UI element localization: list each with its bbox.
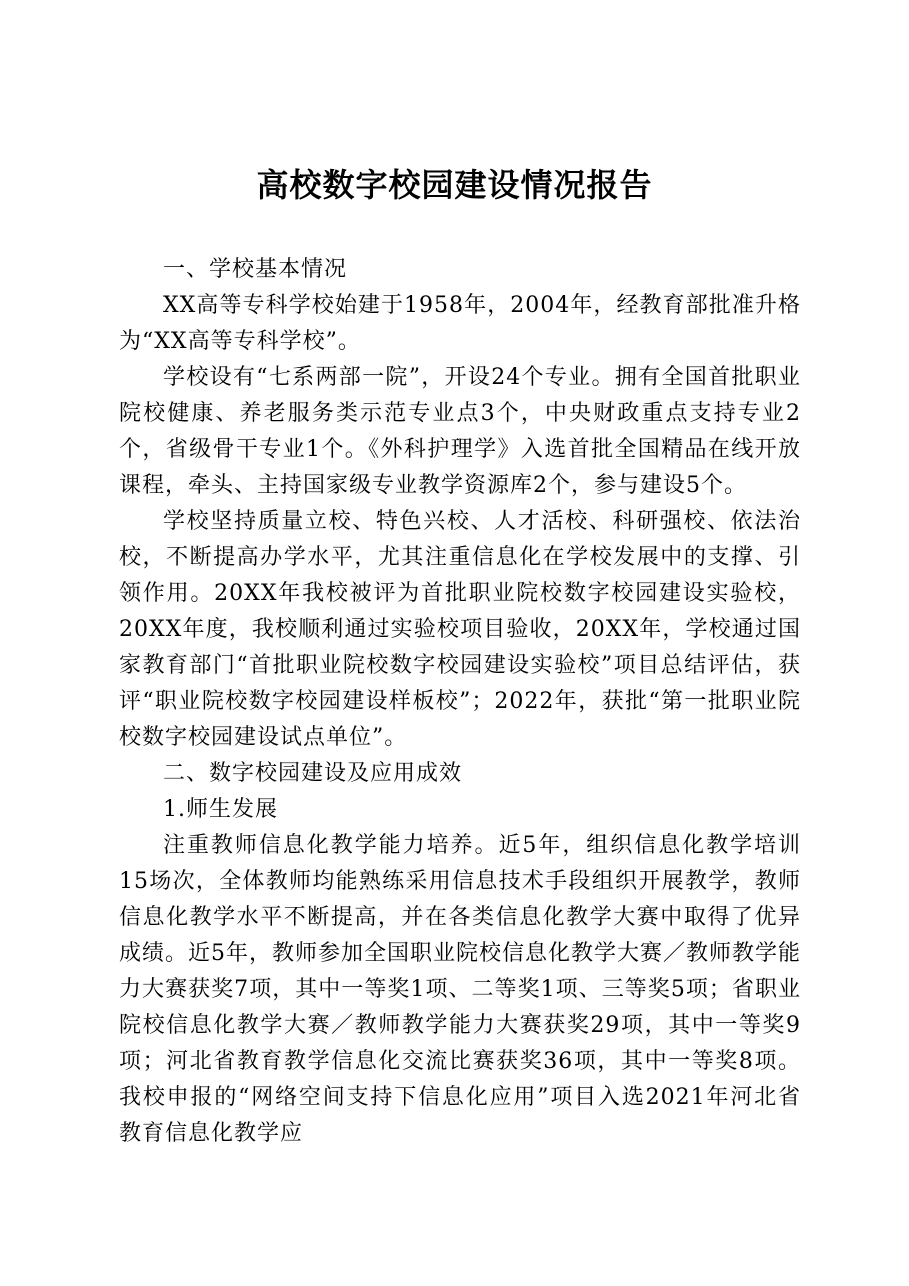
paragraph-school-history: XX高等专科学校始建于1958年，2004年，经教育部批准升格为“XX高等专科学校”。 [119,293,801,354]
document-body [119,252,801,1152]
paragraph-school-achievements: 学校坚持质量立校、特色兴校、人才活校、科研强校、依法治校，不断提高办学水平，尤其注重信息化在学校发展中的支撑、引领作用。20XX年我校被评为首批职业院校数字校园建设实验校，20XX年度，我校顺利通过实验校项目验收，20XX年，学校通过国家教育部门“首批职业院校数字校园建设实验校”项目总结评估，获评“职业院校数字校园建设样板校”；2022年，获批“第一批职业院校数字校园建设试点单位”。 [119,509,801,750]
subsection-heading-development: 1.师生发展 [163,797,278,822]
paragraph-teacher-training: 注重教师信息化教学能力培养。近5年，组织信息化教学培训15场次，全体教师均能熟练采用信息技术手段组织开展教学，教师信息化教学水平不断提高，并在各类信息化教学大赛中取得了优异成绩。近5年，教师参加全国职业院校信息化教学大赛／教师教学能力大赛获奖7项，其中一等奖1项、二等奖1项、三等奖5项；省职业院校信息化教学大赛／教师教学能力大赛获奖29项，其中一等奖9项；河北省教育教学信息化交流比赛获奖36项，其中一等奖8项。我校申报的“网络空间支持下信息化应用”项目入选2021年河北省教育信息化教学应 [119,833,801,1146]
section-heading-digital-campus: 二、数字校园建设及应用成效 [163,761,463,786]
document-title: 高校数字校园建设情况报告 [256,166,653,204]
section-heading-basic-info: 一、学校基本情况 [163,257,348,282]
paragraph-school-majors: 学校设有“七系两部一院”，开设24个专业。拥有全国首批职业院校健康、养老服务类示范专业点3个，中央财政重点支持专业2个，省级骨干专业1个。《外科护理学》入选首批全国精品在线开放课程，牵头、主持国家级专业教学资源库2个，参与建设5个。 [119,365,801,498]
